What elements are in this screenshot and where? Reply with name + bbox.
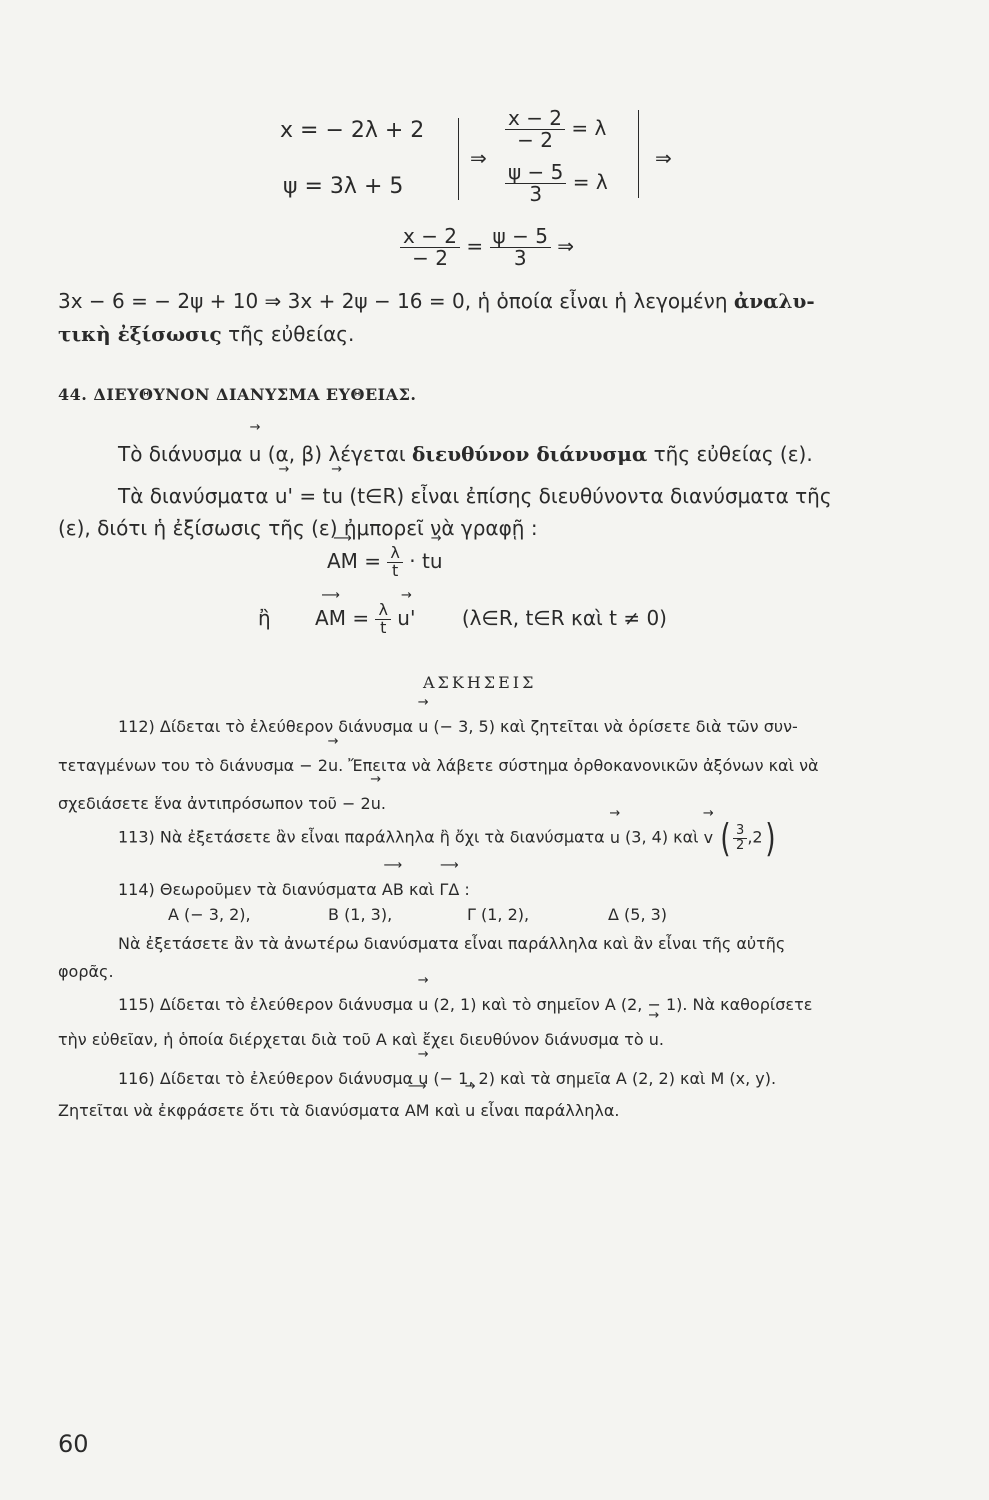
section-heading [58, 385, 416, 404]
ex114-line-3: Νὰ ἐξετάσετε ἂν τὰ ἀνωτέρω διανύσματα εἶναι παράλληλα καὶ ἂν εἶναι τῆς αὐτῆς [118, 934, 786, 953]
ex116-line-2 [58, 1097, 619, 1124]
ex116-c: Ζητεῖται νὰ ἐκφράσετε ὅτι τὰ διανύσματα [58, 1101, 400, 1120]
ex114-point-b: B (1, 3), [328, 905, 393, 924]
ex115-vector-u: → u [418, 991, 428, 1018]
ex113-b: (3, 4) καὶ [625, 827, 699, 847]
f1-dot: · t [409, 548, 430, 573]
system-right-brace [452, 118, 459, 200]
ex115-a: 115) Δίδεται τὸ ἐλεύθερον διάνυσμα [118, 995, 414, 1014]
section-title: ΔΙΕΥΘΥΝΟΝ ΔΙΑΝΥΣΜΑ ΕΥΘΕΙΑΣ. [93, 385, 417, 404]
result-line-1 [58, 285, 815, 317]
ex114-b: καὶ [408, 880, 435, 899]
result-text-2: τῆς εὐθείας. [228, 322, 355, 346]
ex112-d: . Ἔπειτα νὰ λάβετε σύστημα ὀρθοκανονικῶν ἀξόνων καὶ νὰ [338, 756, 819, 775]
p1-mid: (α, β) λέγεται [267, 442, 406, 466]
f1-num: λ [387, 545, 402, 563]
p1-vector-u: → u [249, 438, 262, 470]
ex112-a: 112) Δίδεται τὸ ἐλεύθερον διάνυσμα [118, 717, 414, 736]
result-line-2 [58, 318, 354, 350]
system-eq1: x = − 2λ + 2 [280, 118, 425, 143]
result-bold-1: ἀναλυ- [733, 289, 815, 313]
ex115-d: . [658, 1030, 664, 1049]
system-frac1 [505, 108, 606, 151]
ex116-vector-am: ⟶ AM [405, 1097, 430, 1124]
ex116-b: (− 1, 2) καὶ τὰ σημεῖα A (2, 2) καὶ M (x, y). [433, 1069, 777, 1088]
f2-vector-u-prime: → u' [397, 606, 415, 630]
ex113-c: ,2 [747, 827, 763, 847]
p2-vector-u-prime: → u' [275, 480, 293, 512]
p2-pre: Τὰ διανύσματα [118, 484, 269, 508]
frac1-den: − 2 [517, 128, 553, 152]
combined-den-right: 3 [513, 246, 527, 270]
p2-post: (t∈R) εἶναι ἐπίσης διευθύνοντα διανύσματα τῆς [349, 484, 832, 508]
ex112-c: τεταγμένων του τὸ διάνυσμα − 2 [58, 756, 328, 775]
ex112-line-1 [118, 713, 798, 740]
paragraph-2-line-1 [118, 480, 832, 512]
f2-vector-am: ⟶ AM [315, 606, 346, 630]
ex112-f: . [380, 794, 386, 813]
ex112-b: (− 3, 5) καὶ ζητεῖται νὰ ὁρίσετε διὰ τῶν συν- [433, 717, 798, 736]
ex114-line-4: φορᾶς. [58, 962, 114, 981]
ex116-line-1 [118, 1065, 776, 1092]
f2-eq: = [352, 605, 370, 630]
f2-num: λ [375, 602, 390, 620]
ex114-vector-gd: ⟶ ΓΔ [439, 876, 459, 903]
p2-eq: = t [299, 484, 331, 508]
f2-den: t [380, 617, 387, 637]
ex114-c: : [464, 880, 470, 899]
p2-line2: (ε), διότι ἡ ἐξίσωσις τῆς (ε) ἠμπορεῖ νὰ γραφῇ : [58, 516, 538, 540]
ex114-point-a: A (− 3, 2), [168, 905, 251, 924]
p1-pre: Τὸ διάνυσμα [118, 442, 243, 466]
f1-vector-am: ⟶ AM [327, 549, 358, 573]
ex113-num: 3 [733, 824, 747, 839]
ex116-d: καὶ [434, 1101, 461, 1120]
ex115-line-2 [58, 1026, 664, 1053]
system-right-brace-2 [632, 110, 639, 198]
exercises-heading: ΑΣΚΗΣΕΙΣ [423, 673, 537, 692]
f1-vector-u: → u [430, 549, 443, 573]
formula-1 [327, 545, 443, 580]
paragraph-2-line-2 [58, 512, 538, 544]
system-arrow-2: ⇒ [655, 146, 672, 170]
f1-den: t [392, 560, 399, 580]
frac2-num: ψ − 5 [505, 162, 566, 184]
combined-eq: = [466, 234, 484, 258]
system-eq2: ψ = 3λ + 5 [283, 174, 404, 199]
ex113-paren-close: ) [764, 816, 776, 860]
frac2-eq: = λ [572, 170, 608, 194]
formula-2 [258, 602, 667, 637]
system-arrow-1: ⇒ [470, 146, 487, 170]
combined-num-right: ψ − 5 [490, 226, 551, 248]
paragraph-1 [118, 438, 813, 470]
ex115-vector-u-2: → u [649, 1026, 659, 1053]
ex112-line-2 [58, 752, 819, 779]
combined-arrow: ⇒ [557, 234, 575, 258]
ex113-vector-u: → u [610, 824, 620, 851]
ex113-a: 113) Νὰ ἐξετάσετε ἂν εἶναι παράλληλα ἢ ὄχι τὰ διανύσματα [118, 827, 605, 847]
f1-eq: = [364, 548, 382, 573]
f2-pre: ἢ [258, 605, 271, 630]
ex114-line-1 [118, 876, 470, 903]
ex112-vector-u-2: → u [328, 752, 338, 779]
ex115-c: τὴν εὐθεῖαν, ἡ ὁποία διέρχεται διὰ τοῦ A καὶ ἔχει διευθύνον διάνυσμα τὸ [58, 1030, 644, 1049]
page-number: 60 [58, 1430, 89, 1458]
ex116-vector-u: → u [418, 1065, 428, 1092]
ex114-point-g: Γ (1, 2), [467, 905, 530, 924]
ex112-line-3 [58, 790, 386, 817]
frac2-den: 3 [529, 182, 543, 206]
ex114-vector-ab: ⟶ AB [382, 876, 404, 903]
ex113-line [118, 816, 777, 860]
p1-post: τῆς εὐθείας (ε). [653, 442, 813, 466]
frac1-eq: = λ [571, 116, 607, 140]
ex115-b: (2, 1) καὶ τὸ σημεῖον A (2, − 1). Νὰ καθορίσετε [433, 995, 813, 1014]
ex114-point-d: Δ (5, 3) [608, 905, 668, 924]
ex113-paren-open: ( [720, 816, 731, 860]
result-text-1: 3x − 6 = − 2ψ + 10 ⇒ 3x + 2ψ − 16 = 0, ἡ ὁποία εἶναι ἡ λεγομένη [58, 289, 728, 313]
ex116-e: εἶναι παράλληλα. [480, 1101, 620, 1120]
result-bold-2: τικὴ ἐξίσωσις [58, 322, 222, 346]
f2-cond: (λ∈R, t∈R καὶ t ≠ 0) [461, 605, 667, 630]
ex114-a: 114) Θεωροῦμεν τὰ διανύσματα [118, 880, 377, 899]
combined-den-left: − 2 [412, 246, 448, 270]
system-frac2 [505, 162, 608, 205]
ex113-den: 2 [736, 837, 745, 853]
ex112-e: σχεδιάσετε ἕνα ἀντιπρόσωπον τοῦ − 2 [58, 794, 371, 813]
ex116-a: 116) Δίδεται τὸ ἐλεύθερον διάνυσμα [118, 1069, 414, 1088]
p2-vector-u: → u [330, 480, 343, 512]
frac1-num: x − 2 [505, 108, 565, 130]
ex113-vector-v: → v [704, 824, 713, 851]
ex116-vector-u-2: → u [465, 1097, 475, 1124]
ex112-vector-u-3: → u [371, 790, 381, 817]
combined-equation [400, 226, 574, 269]
combined-num-left: x − 2 [400, 226, 460, 248]
p1-bold: διευθύνον διάνυσμα [412, 442, 648, 466]
ex115-line-1 [118, 991, 812, 1018]
section-number: 44. [58, 385, 88, 404]
ex112-vector-u: → u [418, 713, 428, 740]
